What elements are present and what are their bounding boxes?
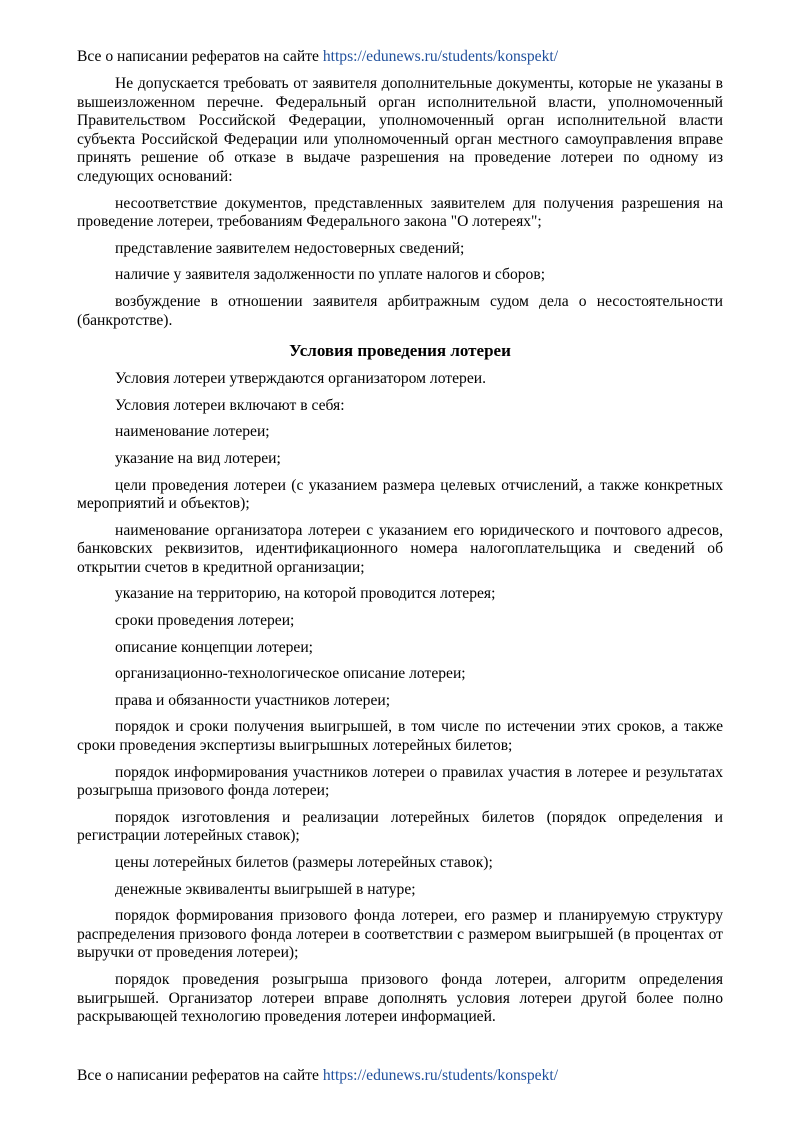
footer-link[interactable]: https://edunews.ru/students/konspekt/ — [322, 1067, 559, 1084]
footer-text: Все о написании рефератов на сайте — [77, 1067, 323, 1084]
list-item: порядок проведения розыгрыша призового фонда лотереи, алгоритм определения выигрышей. Организатор лотереи вправе дополнять условия лотереи другой более полно раскрывающей технологию проведения лотереи информацией. — [77, 970, 723, 1026]
list-item: описание концепции лотереи; — [115, 638, 314, 656]
list-item: порядок информирования участников лотереи о правилах участия в лотерее и результатах розыгрыша призового фонда лотереи; — [77, 763, 723, 800]
page-header — [77, 47, 558, 66]
list-item: наименование лотереи; — [115, 423, 270, 441]
list-item: права и обязанности участников лотереи; — [115, 691, 391, 709]
header-link[interactable]: https://edunews.ru/students/konspekt/ — [322, 48, 559, 65]
paragraph: возбуждение в отношении заявителя арбитражным судом дела о несостоятельности (банкротстве). — [77, 292, 723, 329]
paragraph: Не допускается требовать от заявителя дополнительные документы, которые не указаны в вышеизложенном перечне. Федеральный орган исполнительной власти, уполномоченный Правительством Российской Федерации, уполномоченный орган исполнительной власти субъекта Российской Федерации или уполномоченный орган местного самоуправления вправе принять решение об отказе в выдаче разрешения на проведение лотереи по одному из следующих оснований: — [77, 75, 723, 185]
list-item: наименование организатора лотереи с указанием его юридического и почтового адресов, банковских реквизитов, идентификационного номера налогоплательщика и сведений об открытии счетов в кредитной организации; — [77, 521, 723, 576]
list-item: указание на территорию, на которой проводится лотерея; — [115, 585, 496, 603]
list-item: цены лотерейных билетов (размеры лотерейных ставок); — [115, 854, 493, 871]
section-heading: Условия проведения лотереи — [289, 341, 511, 361]
list-item: денежные эквиваленты выигрышей в натуре; — [115, 880, 416, 898]
paragraph: несоответствие документов, представленных заявителем для получения разрешения на проведение лотереи, требованиям Федерального закона "О лотереях"; — [77, 194, 723, 231]
list-item: указание на вид лотереи; — [115, 449, 281, 467]
list-item: организационно-технологическое описание лотереи; — [115, 665, 466, 683]
list-item: сроки проведения лотереи; — [115, 612, 295, 630]
list-item: порядок изготовления и реализации лотерейных билетов (порядок определения и регистрации лотерейных ставок); — [77, 808, 723, 845]
paragraph: представление заявителем недостоверных сведений; — [115, 239, 465, 257]
page-footer — [77, 1066, 558, 1085]
paragraph: Условия лотереи утверждаются организатором лотереи. — [115, 370, 487, 388]
paragraph: Условия лотереи включают в себя: — [115, 396, 345, 414]
list-item: цели проведения лотереи (с указанием размера целевых отчислений, а также конкретных мероприятий и объектов); — [77, 476, 723, 513]
paragraph: наличие у заявителя задолженности по уплате налогов и сборов; — [115, 266, 546, 284]
list-item: порядок и сроки получения выигрышей, в том числе по истечении этих сроков, а также сроки проведения экспертизы выигрышных лотерейных билетов; — [77, 718, 723, 755]
header-text: Все о написании рефератов на сайте — [77, 48, 323, 65]
list-item: порядок формирования призового фонда лотереи, его размер и планируемую структуру распределения призового фонда лотереи в соответствии с размером выигрышей (в процентах от выручки от проведения лотереи); — [77, 907, 723, 962]
document-body — [77, 75, 723, 1035]
